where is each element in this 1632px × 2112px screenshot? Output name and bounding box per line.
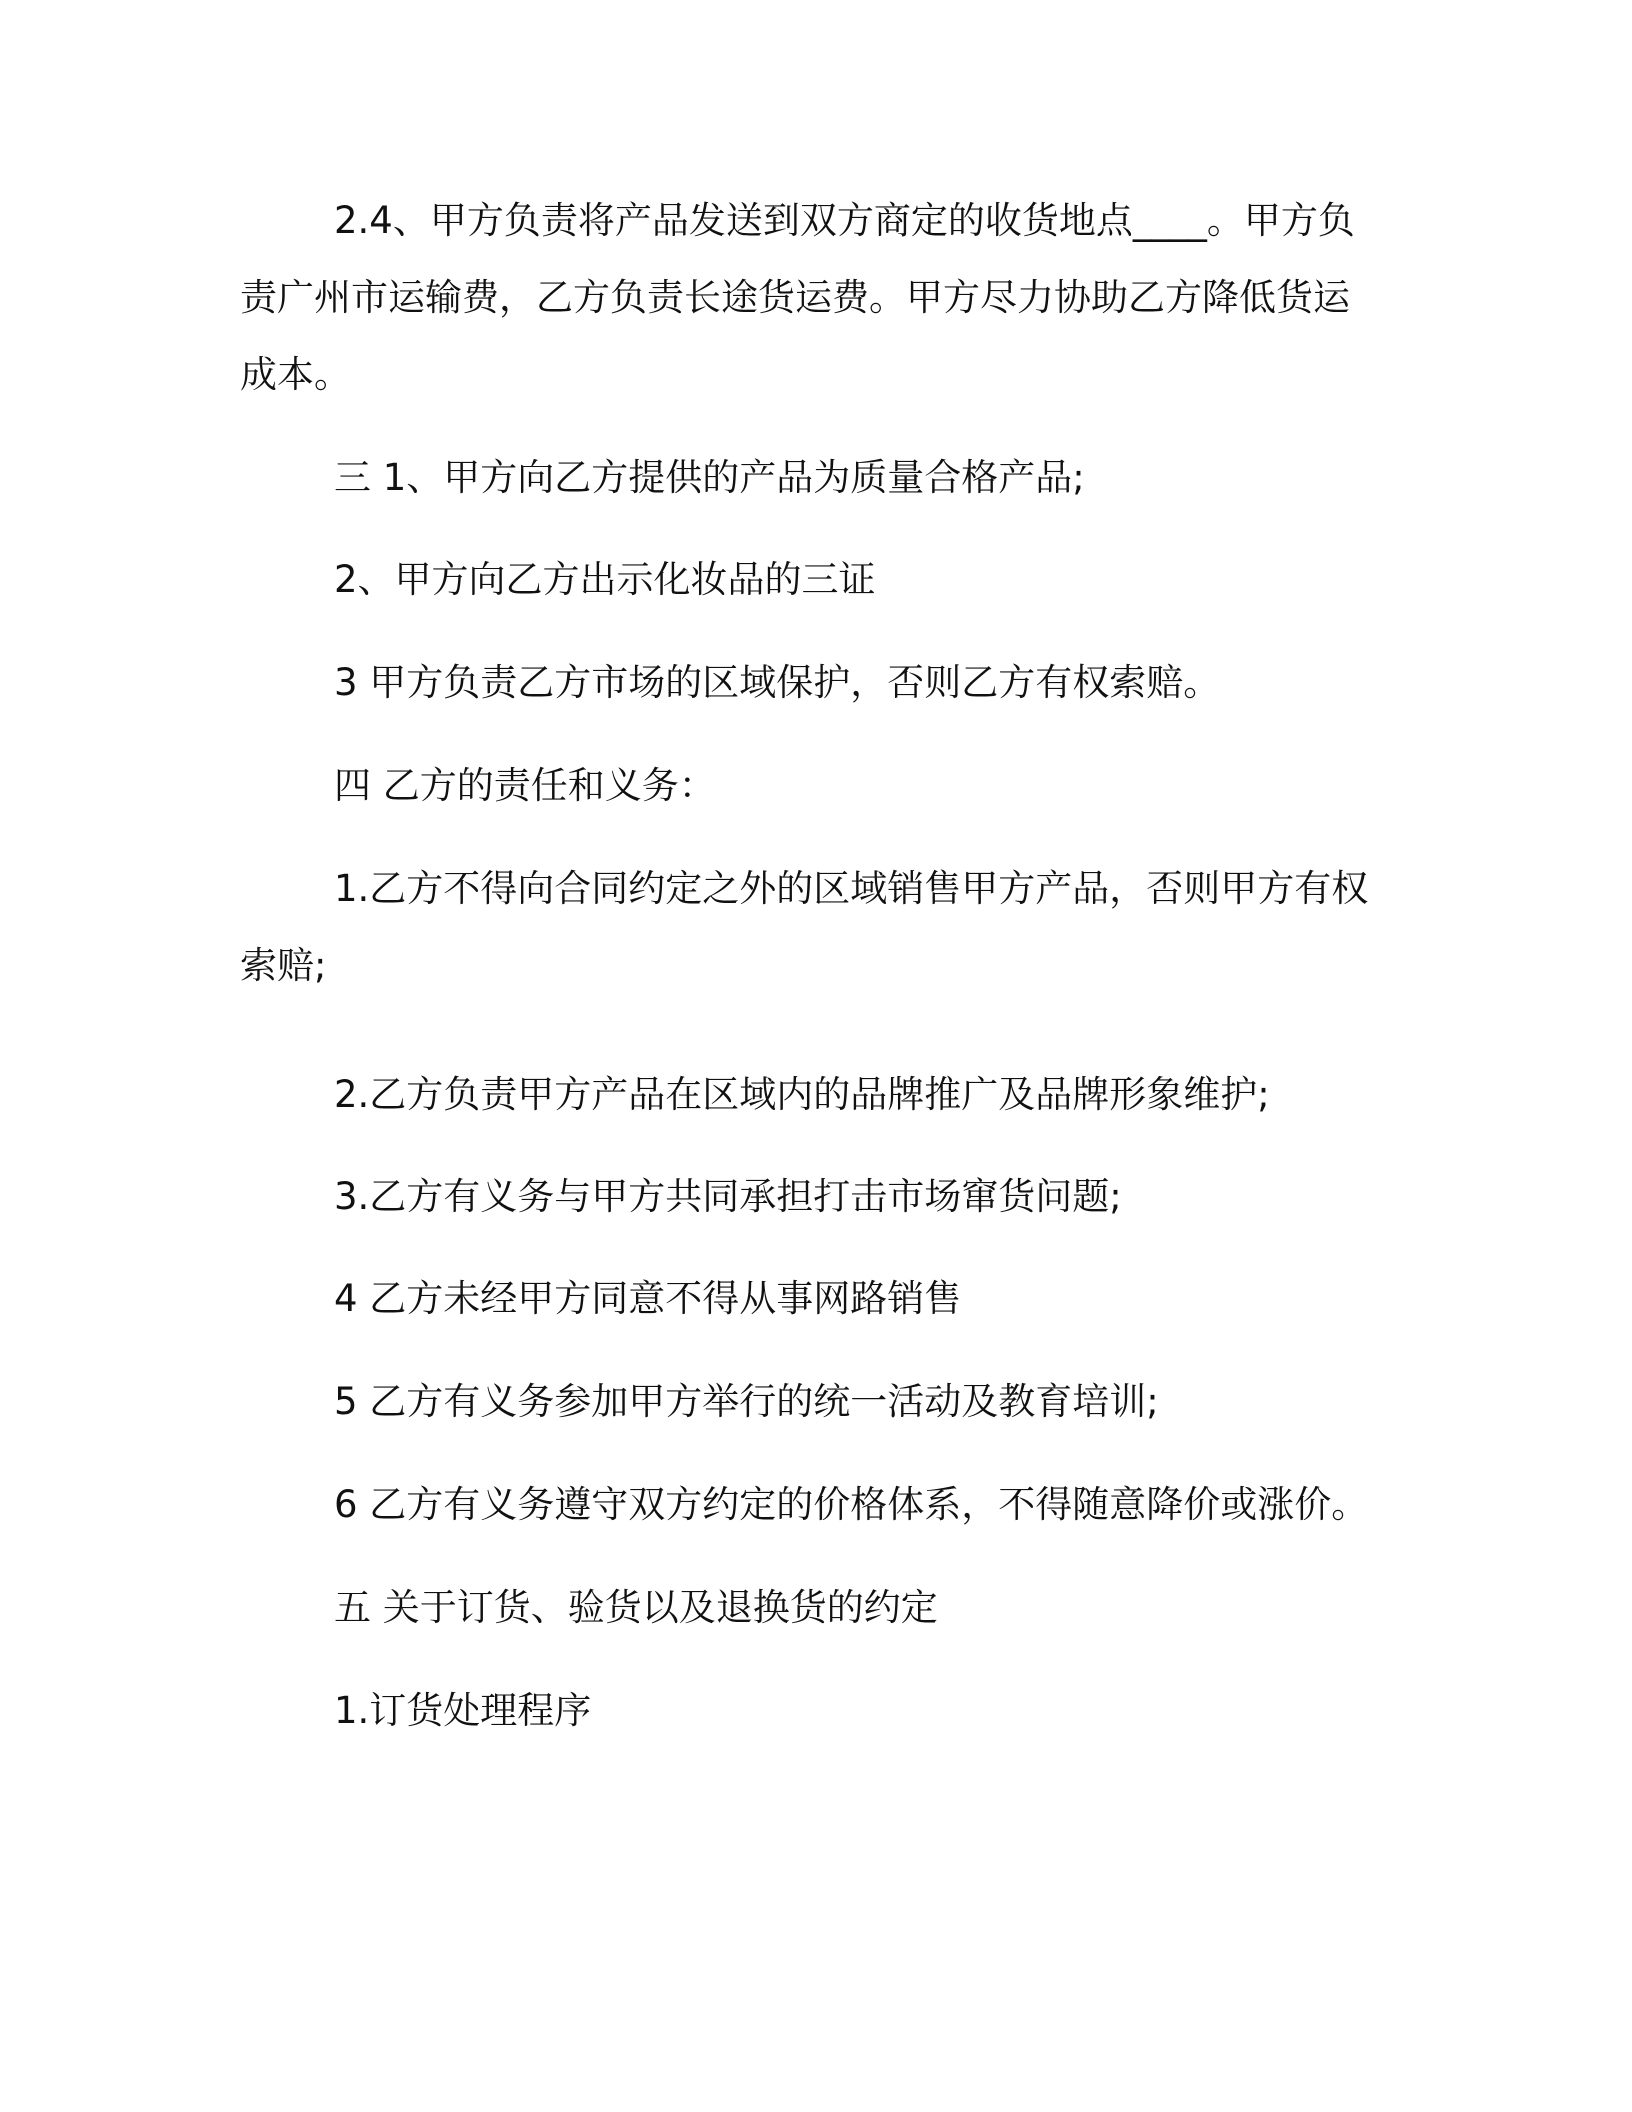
- clause-3-3-regional-protection: 3 甲方负责乙方市场的区域保护，否则乙方有权索赔。: [334, 661, 1221, 704]
- clause-3-1-quality: 三 1、甲方向乙方提供的产品为质量合格产品;: [334, 456, 1085, 499]
- clause-3-2-certificates: 2、甲方向乙方出示化妆品的三证: [334, 558, 876, 601]
- clause-4-6-pricing: 6 乙方有义务遵守双方约定的价格体系，不得随意降价或涨价。: [334, 1483, 1369, 1526]
- section-4-heading: 四 乙方的责任和义务：: [334, 764, 716, 807]
- clause-4-4-online-sales: 4 乙方未经甲方同意不得从事网路销售: [334, 1277, 962, 1320]
- clause-4-3-cross-selling: 3.乙方有义务与甲方共同承担打击市场窜货问题;: [334, 1175, 1122, 1218]
- clause-4-5-training: 5 乙方有义务参加甲方举行的统一活动及教育培训;: [334, 1380, 1159, 1423]
- section-5-heading: 五 关于订货、验货以及退换货的约定: [334, 1586, 938, 1629]
- clause-2-4-delivery: 2.4、甲方负责将产品发送到双方商定的收货地点____。甲方负责广州市运输费，乙方负责长途货运费。甲方尽力协助乙方降低货运成本。: [240, 199, 1355, 396]
- clause-4-1-regional-sales: 1.乙方不得向合同约定之外的区域销售甲方产品，否则甲方有权索赔;: [240, 867, 1369, 987]
- clause-4-2-brand-promotion: 2.乙方负责甲方产品在区域内的品牌推广及品牌形象维护;: [334, 1073, 1270, 1116]
- clause-5-1-ordering: 1.订货处理程序: [334, 1689, 592, 1732]
